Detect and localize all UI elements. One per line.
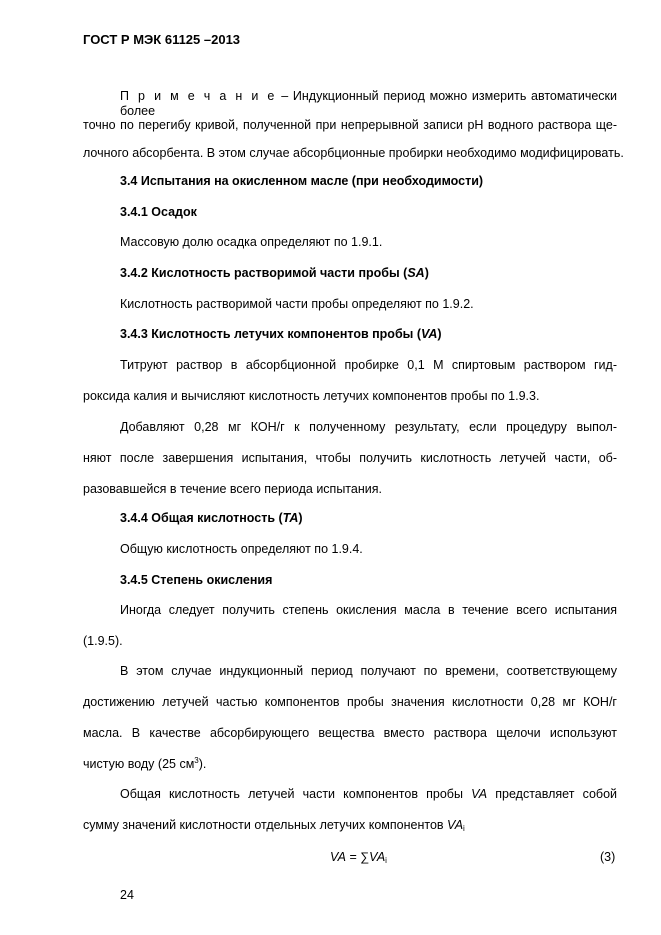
section-3-4-5-heading: 3.4.5 Степень окисления [120,573,273,587]
section-3-4-3-p2-line-3: разовавшейся в течение всего периода испытания. [83,482,382,496]
note-line-1 [120,89,617,119]
heading-text: 3.4.3 Кислотность летучих компонентов пробы ( [120,327,421,341]
superscript: 3 [194,756,199,765]
p3-text-2: сумму значений кислотности отдельных летучих компонентов [83,818,448,832]
section-3-4-3-heading [120,327,617,342]
section-3-4-5-p2-line-1: В этом случае индукционный период получают по времени, соответствующему [120,664,617,678]
section-3-4-3-p1-line-2: роксида калия и вычисляют кислотность летучих компонентов пробы по 1.9.3. [83,389,540,403]
heading-text: 3.4.4 Общая кислотность ( [120,511,283,525]
water-text: чистую воду (25 см [83,757,195,771]
symbol-ta: TA [282,511,299,525]
heading-close: ) [298,511,303,525]
symbol-sa: SA [407,266,425,280]
note-label: П р и м е ч а н и е [120,89,277,103]
note-text-1: – Индукционный период можно измерить автоматически более [120,89,618,118]
section-3-4-2-heading [120,266,617,281]
symbol-va: VA [420,327,438,341]
equation-number: (3) [600,850,616,864]
section-3-4-5-p2-line-2: достижению летучей частью компонентов пробы значения кислотности 0,28 мг КОН/г [83,695,617,709]
heading-text: 3.4.2 Кислотность растворимой части пробы ( [120,266,408,280]
document-header: ГОСТ Р МЭК 61125 –2013 [83,32,241,47]
symbol-va-i: VA [447,818,464,832]
section-3-4-heading: 3.4 Испытания на окисленном масле (при необходимости) [120,174,484,188]
formula-subscript: i [385,856,387,865]
water-text-end: ). [198,757,207,771]
formula-rhs: VA [369,850,386,864]
subscript: i [463,824,465,833]
section-3-4-4-text: Общую кислотность определяют по 1.9.4. [120,542,363,556]
p3-text: Общая кислотность летучей части компонентов пробы [120,787,472,801]
section-3-4-5-p2-line-3: масла. В качестве абсорбирующего вещества вместо раствора щелочи используют [83,726,617,740]
p3-text-end: представляет собой [487,787,617,801]
section-3-4-1-heading: 3.4.1 Осадок [120,205,197,219]
formula-eq: = [346,850,361,864]
page-number: 24 [120,888,134,902]
heading-close: ) [437,327,442,341]
section-3-4-5-p3-line-1 [120,787,617,802]
section-3-4-5-p1-line-2: (1.9.5). [83,634,123,648]
note-line-2: точно по перегибу кривой, полученной при непрерывной записи pH водного раствора ще- [83,118,617,132]
section-3-4-3-p2-line-2: няют после завершения испытания, чтобы получить кислотность летучей части, об- [83,451,617,465]
heading-close: ) [424,266,429,280]
section-3-4-5-p2-line-4 [83,757,617,772]
symbol-va: VA [471,787,488,801]
formula-3 [330,850,387,865]
formula-lhs: VA [330,850,346,864]
section-3-4-1-text: Массовую долю осадка определяют по 1.9.1. [120,235,383,249]
section-3-4-2-text: Кислотность растворимой части пробы определяют по 1.9.2. [120,297,474,311]
section-3-4-5-p1-line-1: Иногда следует получить степень окисления масла в течение всего испытания [120,603,617,617]
note-line-3: лочного абсорбента. В этом случае абсорбционные пробирки необходимо модифицировать. [83,146,624,160]
section-3-4-3-p2-line-1: Добавляют 0,28 мг КОН/г к полученному результату, если процедуру выпол- [120,420,617,434]
section-3-4-3-p1-line-1: Титруют раствор в абсорбционной пробирке 0,1 М спиртовым раствором гид- [120,358,617,372]
section-3-4-5-p3-line-2 [83,818,617,833]
section-3-4-4-heading [120,511,617,526]
sum-symbol: ∑ [360,850,370,864]
